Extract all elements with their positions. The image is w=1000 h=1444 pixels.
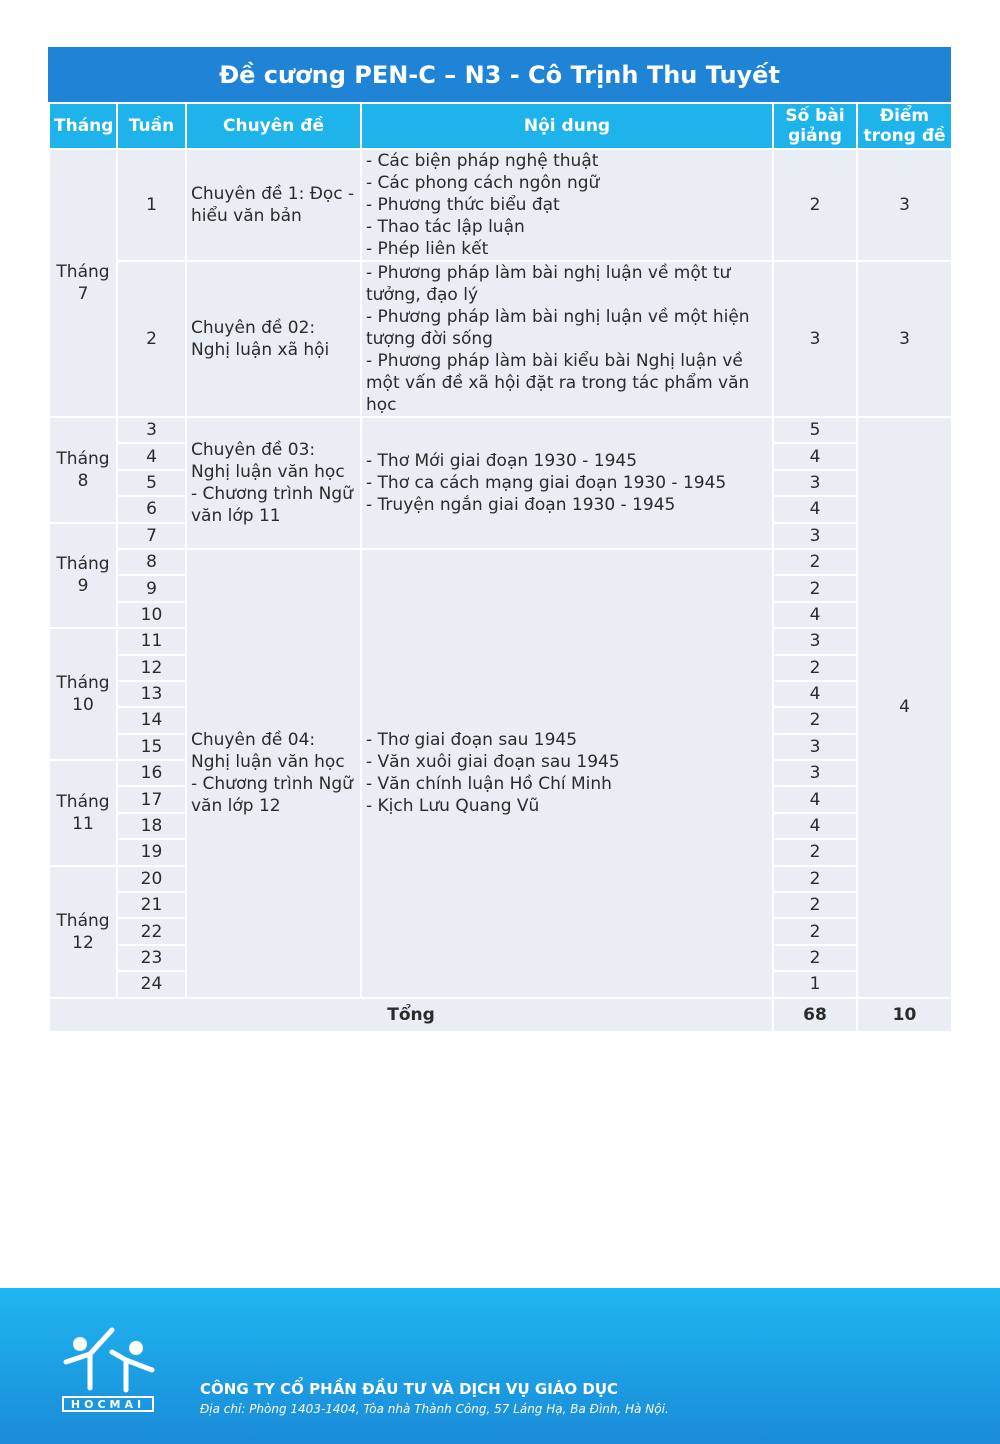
content-cell bbox=[361, 417, 773, 549]
content-line: - Kịch Lưu Quang Vũ bbox=[366, 796, 540, 817]
month-cell: Tháng 7 bbox=[49, 149, 117, 417]
week-cell: 8 bbox=[117, 549, 186, 575]
total-row bbox=[49, 998, 952, 1032]
lectures-cell: 2 bbox=[773, 866, 857, 892]
score-cell: 3 bbox=[857, 261, 952, 417]
lectures-cell: 2 bbox=[773, 707, 857, 733]
lectures-cell: 2 bbox=[773, 655, 857, 681]
month-cell: Tháng 10 bbox=[49, 628, 117, 760]
content-line: - Thơ ca cách mạng giai đoạn 1930 - 1945 bbox=[366, 472, 727, 493]
topic-cell: Chuyên đề 04: Nghị luận văn học - Chương trình Ngữ văn lớp 12 bbox=[186, 549, 361, 998]
content-line: - Thơ giai đoạn sau 1945 bbox=[366, 730, 578, 751]
total-score: 10 bbox=[857, 998, 952, 1032]
week-cell: 5 bbox=[117, 470, 186, 496]
week-cell: 3 bbox=[117, 417, 186, 443]
week-cell: 7 bbox=[117, 523, 186, 549]
lectures-cell: 3 bbox=[773, 523, 857, 549]
content-line: - Phương pháp làm bài nghị luận về một hiện tượng đời sống bbox=[366, 307, 750, 349]
company-name: CÔNG TY CỔ PHẦN ĐẦU TƯ VÀ DỊCH VỤ GIÁO DỤC bbox=[200, 1380, 619, 1398]
month-cell: Tháng 11 bbox=[49, 760, 117, 866]
header-content: Nội dung bbox=[361, 103, 773, 149]
total-label: Tổng bbox=[49, 998, 773, 1032]
company-address: Địa chỉ: Phòng 1403-1404, Tòa nhà Thành Công, 57 Láng Hạ, Ba Đình, Hà Nội. bbox=[200, 1402, 669, 1416]
topic-cell: Chuyên đề 03: Nghị luận văn học - Chương trình Ngữ văn lớp 11 bbox=[186, 417, 361, 549]
table-row bbox=[49, 149, 952, 261]
content-line: - Truyện ngắn giai đoạn 1930 - 1945 bbox=[366, 494, 676, 515]
lectures-cell: 4 bbox=[773, 681, 857, 707]
content-line: - Phương thức biểu đạt bbox=[366, 195, 560, 215]
header-topic: Chuyên đề bbox=[186, 103, 361, 149]
table-row bbox=[49, 549, 952, 575]
topic-cell: Chuyên đề 02: Nghị luận xã hội bbox=[186, 261, 361, 417]
table-row bbox=[49, 417, 952, 443]
lectures-cell: 2 bbox=[773, 945, 857, 971]
lectures-cell: 2 bbox=[773, 918, 857, 944]
lectures-cell: 2 bbox=[773, 575, 857, 601]
week-cell: 17 bbox=[117, 786, 186, 812]
content-cell bbox=[361, 149, 773, 261]
score-cell: 3 bbox=[857, 149, 952, 261]
content-cell bbox=[361, 549, 773, 998]
lectures-cell: 4 bbox=[773, 813, 857, 839]
week-cell: 21 bbox=[117, 892, 186, 918]
content-line: - Phép liên kết bbox=[366, 239, 489, 259]
week-cell: 1 bbox=[117, 149, 186, 261]
lectures-cell: 4 bbox=[773, 496, 857, 522]
content-line: - Các phong cách ngôn ngữ bbox=[366, 173, 600, 193]
lectures-cell: 2 bbox=[773, 149, 857, 261]
table-header-row bbox=[49, 103, 952, 149]
week-cell: 16 bbox=[117, 760, 186, 786]
month-cell: Tháng 9 bbox=[49, 523, 117, 629]
week-cell: 15 bbox=[117, 734, 186, 760]
week-cell: 13 bbox=[117, 681, 186, 707]
week-cell: 11 bbox=[117, 628, 186, 654]
content-line: - Phương pháp làm bài kiểu bài Nghị luận về một vấn đề xã hội đặt ra trong tác phẩm văn học bbox=[366, 351, 750, 415]
lectures-cell: 4 bbox=[773, 443, 857, 469]
content-cell bbox=[361, 261, 773, 417]
week-cell: 20 bbox=[117, 866, 186, 892]
lectures-cell: 4 bbox=[773, 786, 857, 812]
total-lectures: 68 bbox=[773, 998, 857, 1032]
lectures-cell: 3 bbox=[773, 760, 857, 786]
syllabus-table bbox=[48, 102, 953, 1033]
week-cell: 4 bbox=[117, 443, 186, 469]
content-line: - Thao tác lập luận bbox=[366, 217, 525, 237]
topic-cell: Chuyên đề 1: Đọc - hiểu văn bản bbox=[186, 149, 361, 261]
week-cell: 12 bbox=[117, 655, 186, 681]
lectures-cell: 3 bbox=[773, 470, 857, 496]
week-cell: 9 bbox=[117, 575, 186, 601]
page-title: Đề cương PEN-C – N3 - Cô Trịnh Thu Tuyết bbox=[48, 47, 951, 102]
header-week: Tuần bbox=[117, 103, 186, 149]
lectures-cell: 2 bbox=[773, 839, 857, 865]
week-cell: 10 bbox=[117, 602, 186, 628]
lectures-cell: 5 bbox=[773, 417, 857, 443]
week-cell: 24 bbox=[117, 971, 186, 997]
logo-text: HOCMAI bbox=[62, 1396, 154, 1412]
header-month: Tháng bbox=[49, 103, 117, 149]
lectures-cell: 3 bbox=[773, 628, 857, 654]
week-cell: 22 bbox=[117, 918, 186, 944]
content-line: - Văn xuôi giai đoạn sau 1945 bbox=[366, 752, 620, 773]
content-line: - Văn chính luận Hồ Chí Minh bbox=[366, 774, 612, 795]
lectures-cell: 3 bbox=[773, 261, 857, 417]
week-cell: 18 bbox=[117, 813, 186, 839]
lectures-cell: 2 bbox=[773, 549, 857, 575]
score-cell: 4 bbox=[857, 417, 952, 998]
lectures-cell: 1 bbox=[773, 971, 857, 997]
month-cell: Tháng 12 bbox=[49, 866, 117, 998]
header-lectures: Số bài giảng bbox=[773, 103, 857, 149]
week-cell: 14 bbox=[117, 707, 186, 733]
week-cell: 6 bbox=[117, 496, 186, 522]
month-cell: Tháng 8 bbox=[49, 417, 117, 523]
header-score: Điểm trong đề bbox=[857, 103, 952, 149]
content-line: - Thơ Mới giai đoạn 1930 - 1945 bbox=[366, 450, 638, 471]
lectures-cell: 3 bbox=[773, 734, 857, 760]
lectures-cell: 2 bbox=[773, 892, 857, 918]
content-line: - Các biện pháp nghệ thuật bbox=[366, 151, 599, 171]
week-cell: 23 bbox=[117, 945, 186, 971]
lectures-cell: 4 bbox=[773, 602, 857, 628]
table-row bbox=[49, 261, 952, 417]
footer bbox=[0, 1288, 1000, 1444]
week-cell: 2 bbox=[117, 261, 186, 417]
content-line: - Phương pháp làm bài nghị luận về một tư tưởng, đạo lý bbox=[366, 263, 731, 305]
week-cell: 19 bbox=[117, 839, 186, 865]
